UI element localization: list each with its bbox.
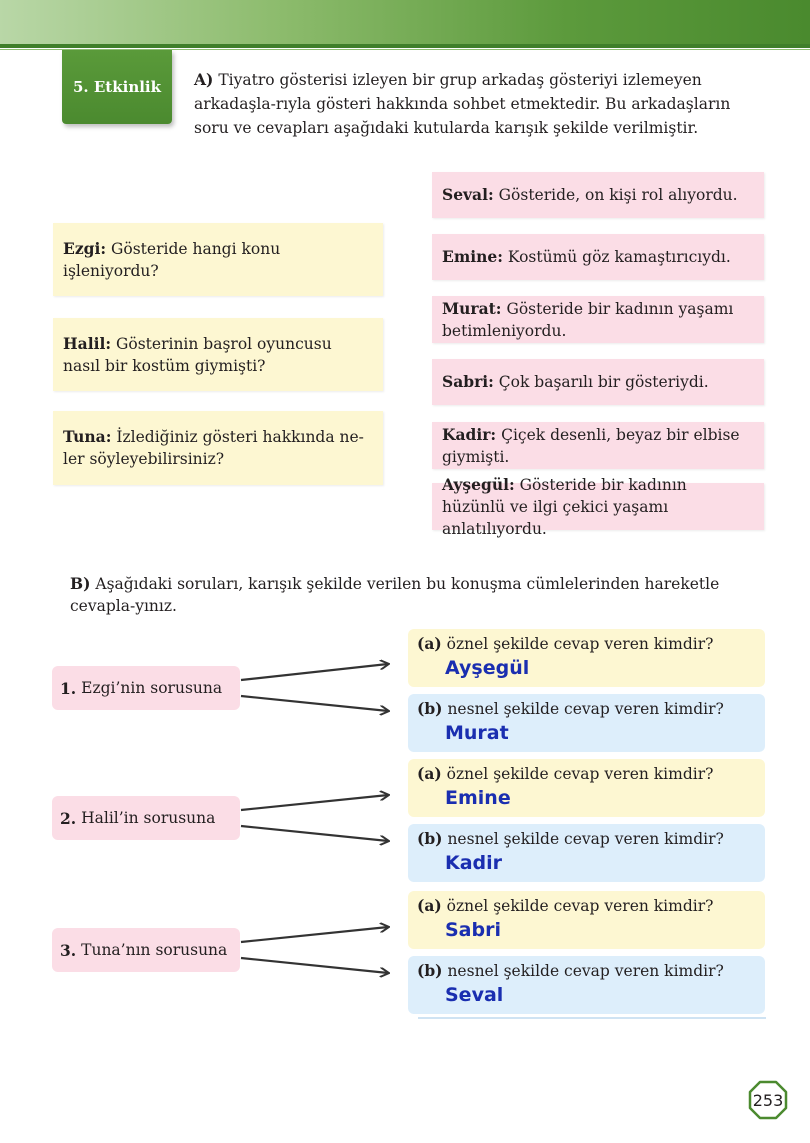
answer-box-sabri — [432, 359, 764, 405]
prompt-tuna — [52, 928, 240, 972]
answer-speaker: Ayşegül: — [442, 474, 515, 494]
part-a-text: Tiyatro gösterisi izleyen bir grup arkadaş gösteriyi izlemeyen arkadaşla-rıyla gösteri hakkında sohbet etmektedir. Bu arkadaşların soru ve cevapları aşağıdaki kutularda karışık şekilde verilmiştir. — [194, 71, 731, 137]
arrow-1b — [241, 696, 388, 711]
part-b-marker: B) — [70, 574, 91, 593]
activity-tab — [62, 50, 172, 124]
prompt-label: Halil’in sorusuna — [81, 809, 216, 827]
page-number-text: 253 — [752, 1090, 784, 1110]
choice-letter: (b) — [417, 829, 443, 848]
answer-speaker: Seval: — [442, 185, 494, 204]
question-speaker: Tuna: — [63, 427, 112, 446]
part-a-instructions — [194, 68, 764, 140]
prompt-label: Ezgi’nin sorusuna — [81, 679, 223, 697]
question-text: Gösterinin başrol oyuncusu nasıl bir kostüm giymişti? — [63, 334, 332, 375]
part-a-marker: A) — [194, 70, 214, 89]
answer-text: Gösteride bir kadının yaşamı betimleniyordu. — [442, 299, 734, 340]
choice-text: nesnel şekilde cevap veren kimdir? — [447, 700, 724, 718]
question-speaker: Ezgi: — [63, 238, 107, 258]
page-number — [748, 1080, 788, 1120]
choice-answer: Seval — [445, 984, 504, 1006]
prompt-number: 3. — [60, 940, 77, 960]
choice-answer: Sabri — [445, 919, 501, 941]
choice-answer: Kadir — [445, 852, 503, 874]
answer-box-murat — [432, 296, 764, 343]
answer-box-emine — [432, 234, 764, 280]
choice-1b — [408, 694, 765, 752]
header-rule — [0, 44, 810, 48]
question-text: Gösteride hangi konu işleniyordu? — [63, 239, 281, 280]
choice-letter: (a) — [417, 634, 442, 653]
prompt-number: 2. — [60, 808, 77, 828]
choice-2a — [408, 759, 765, 817]
answer-text: Kostümü göz kamaştırıcıydı. — [507, 248, 731, 266]
choice-3a — [408, 891, 765, 949]
choice-3b — [408, 956, 765, 1014]
choice-answer: Emine — [445, 787, 511, 809]
prompt-label: Tuna’nın sorusuna — [81, 941, 228, 959]
question-box-tuna — [53, 411, 383, 485]
activity-tab-label: 5. Etkinlik — [72, 78, 162, 96]
question-speaker: Halil: — [63, 333, 112, 353]
prompt-halil — [52, 796, 240, 840]
choice-letter: (a) — [417, 764, 442, 783]
choice-answer: Ayşegül — [445, 657, 530, 679]
question-text: İzlediğiniz gösteri hakkında ne-ler söyleyebilirsiniz? — [63, 428, 364, 468]
bottom-rule — [418, 1017, 766, 1019]
choice-letter: (b) — [417, 961, 443, 980]
arrow-3a — [241, 927, 388, 942]
choice-text: nesnel şekilde cevap veren kimdir? — [447, 830, 724, 848]
answer-text: Gösteride, on kişi rol alıyordu. — [498, 186, 738, 204]
answer-speaker: Sabri: — [442, 372, 494, 391]
choice-text: nesnel şekilde cevap veren kimdir? — [447, 962, 724, 980]
answer-speaker: Emine: — [442, 247, 503, 266]
question-box-halil — [53, 318, 383, 391]
part-b-instructions — [70, 573, 764, 617]
arrow-2a — [241, 795, 388, 810]
arrow-3b — [241, 958, 388, 973]
choice-text: öznel şekilde cevap veren kimdir? — [446, 765, 714, 783]
arrow-1a — [241, 664, 388, 680]
part-b-text: Aşağıdaki soruları, karışık şekilde verilen bu konuşma cümlelerinden hareketle cevapla-yınız. — [70, 575, 720, 615]
answer-text: Gösteride bir kadının hüzünlü ve ilgi çekici yaşamı anlatılıyordu. — [442, 475, 687, 538]
prompt-ezgi — [52, 666, 240, 710]
question-box-ezgi — [53, 223, 383, 296]
prompt-number: 1. — [60, 678, 77, 698]
answer-box-kadir — [432, 422, 764, 469]
choice-text: öznel şekilde cevap veren kimdir? — [446, 635, 714, 653]
answer-box-aysegul — [432, 474, 764, 538]
choice-1a — [408, 629, 765, 687]
answer-speaker: Murat: — [442, 298, 502, 318]
choice-text: öznel şekilde cevap veren kimdir? — [446, 897, 714, 915]
answer-text: Çok başarılı bir gösteriydi. — [498, 373, 709, 391]
answer-box-seval — [432, 172, 764, 218]
choice-answer: Murat — [445, 722, 509, 744]
arrow-2b — [241, 826, 388, 841]
answer-speaker: Kadir: — [442, 424, 497, 444]
choice-letter: (b) — [417, 699, 443, 718]
answer-text: Çiçek desenli, beyaz bir elbise giymişti. — [442, 425, 740, 466]
choice-letter: (a) — [417, 896, 442, 915]
header-band — [0, 0, 810, 44]
choice-2b — [408, 824, 765, 882]
